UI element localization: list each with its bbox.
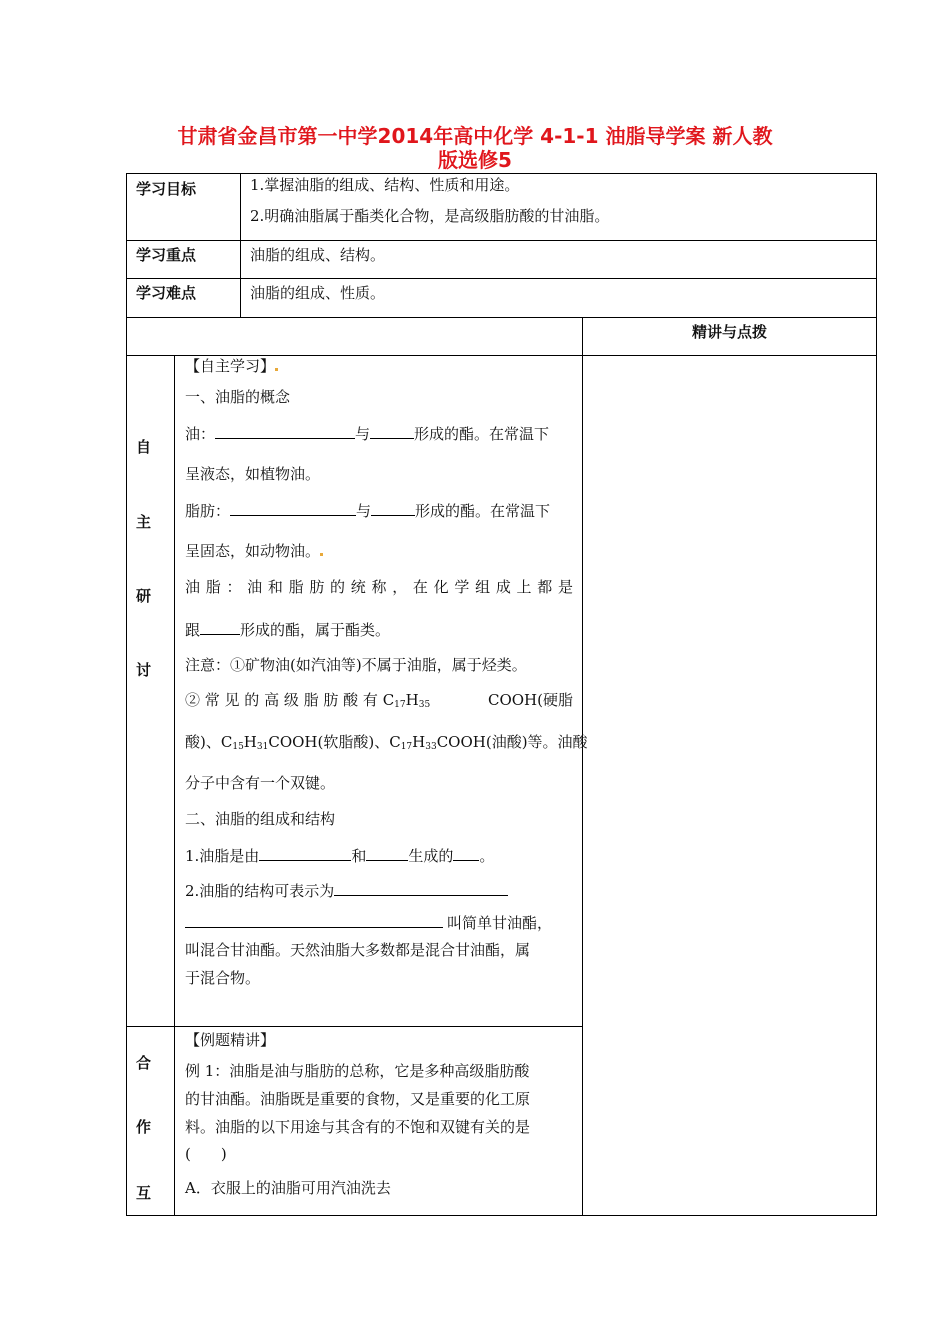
blank-field: [366, 846, 408, 861]
blank-field: [334, 881, 508, 896]
oil-definition: 油： 与 形成的酯。在常温下: [185, 425, 550, 443]
blank-field: [185, 913, 443, 928]
self-study-heading: 【自主学习】: [185, 357, 278, 375]
key-label: 学习重点: [136, 246, 197, 264]
blank-field: [371, 501, 415, 516]
difficult-label: 学习难点: [136, 284, 197, 302]
blank-field: [215, 424, 355, 439]
example-text-line-2: 的甘油酯。油脂既是重要的食物，又是重要的化工原: [185, 1090, 531, 1108]
side-column-header: 精讲与点拨: [692, 323, 768, 341]
blank-field: [200, 620, 240, 635]
highlight-mark: [275, 368, 278, 371]
composition-line: 1.油脂是由 和 生成的 。: [185, 847, 495, 865]
section1-vertical-char-2: 主: [136, 513, 152, 531]
structure-line: 2.油脂的结构可表示为: [185, 881, 508, 900]
difficult-text: 油脂的组成、性质。: [250, 284, 386, 302]
section1-vertical-char-3: 研: [136, 587, 152, 605]
goal-item-1: 1.掌握油脂的组成、结构、性质和用途。: [250, 176, 520, 194]
grease-definition-cont: 跟 形成的酯，属于酯类。: [185, 621, 391, 639]
fatty-acids-line-3: 分子中含有一个双键。: [185, 774, 336, 792]
fatty-acids-line-1: ② 常 见 的 高 级 脂 肪 酸 有 $C_{17}H_{35}$ COOH(硬脂: [185, 691, 573, 710]
blank-field: [259, 846, 351, 861]
blank-field: [230, 501, 356, 516]
structure-title: 二、油脂的组成和结构: [185, 810, 336, 828]
fat-definition: 脂肪： 与 形成的酯。在常温下: [185, 502, 551, 520]
simple-glyceride-line: 叫简单甘油酯，: [185, 913, 552, 932]
section2-vertical-char-3: 互: [136, 1184, 152, 1202]
option-a: A．衣服上的油脂可用汽油洗去: [185, 1179, 391, 1197]
title-line-2: 版选修5: [438, 148, 512, 172]
oil-definition-cont: 呈液态，如植物油。: [185, 465, 321, 483]
note-mineral-oil: 注意：①矿物油(如汽油等)不属于油脂，属于烃类。: [185, 656, 527, 674]
goal-item-2: 2.明确油脂属于酯类化合物，是高级脂肪酸的甘油脂。: [250, 207, 610, 225]
example-heading: 【例题精讲】: [185, 1031, 276, 1049]
concept-title: 一、油脂的概念: [185, 388, 291, 406]
blank-field: [370, 424, 414, 439]
key-text: 油脂的组成、结构。: [250, 246, 386, 264]
section2-vertical-char-2: 作: [136, 1118, 152, 1136]
fatty-acids-line-2: 酸)、$C_{15}H_{31}COOH$(软脂酸)、$C_{17}H_{33}COOH$(油酸)等。油酸: [185, 733, 588, 752]
mixed-glyceride-line-2: 于混合物。: [185, 969, 261, 987]
section2-vertical-char-1: 合: [136, 1054, 152, 1072]
fat-definition-cont: 呈固态，如动物油。: [185, 542, 323, 560]
highlight-mark: [320, 553, 323, 556]
section1-vertical-char-4: 讨: [136, 661, 152, 679]
page-title: [100, 124, 850, 172]
blank-field: [453, 846, 479, 861]
section1-vertical-char-1: 自: [136, 438, 152, 456]
example-text-line-3: 料。油脂的以下用途与其含有的不饱和双键有关的是: [185, 1118, 531, 1136]
goal-label: 学习目标: [136, 180, 197, 198]
grease-definition: 油脂：油和脂肪的统称，在化学组成上都是: [185, 578, 573, 596]
example-text-line-4: ( ): [185, 1145, 227, 1163]
mixed-glyceride-line-1: 叫混合甘油酯。天然油脂大多数都是混合甘油酯，属: [185, 941, 531, 959]
title-line-1: 甘肃省金昌市第一中学2014年高中化学 4-1-1 油脂导学案 新人教: [177, 124, 773, 148]
example-text-line-1: 例 1：油脂是油与脂肪的总称，它是多种高级脂肪酸: [185, 1062, 530, 1080]
